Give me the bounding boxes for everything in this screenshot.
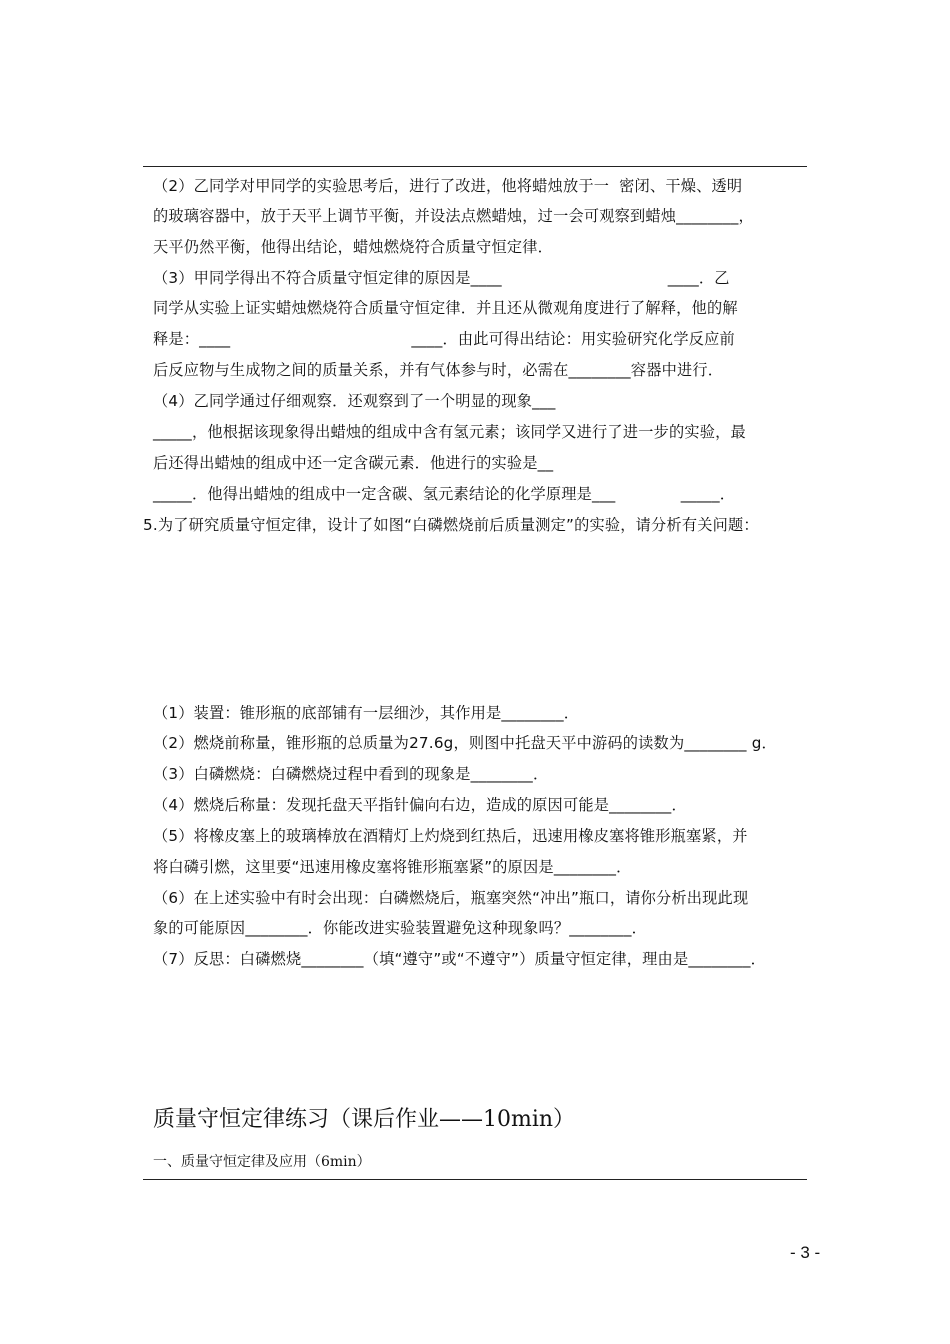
question-5-line: （1）装置：锥形瓶的底部铺有一层细沙，其作用是________． xyxy=(153,704,580,722)
section-subtitle: 一、质量守恒定律及应用（6min） xyxy=(153,1154,371,1170)
bottom-rule xyxy=(143,1179,807,1180)
question-5-line: （5）将橡皮塞上的玻璃棒放在酒精灯上灼烧到红热后，迅速用橡皮塞将锥形瓶塞紧，并 xyxy=(153,827,748,845)
question-5-line: （2）燃烧前称量，锥形瓶的总质量为27.6g，则图中托盘天平中游码的读数为________ g． xyxy=(153,734,777,752)
question-5-line: （3）白磷燃烧：白磷燃烧过程中看到的现象是________． xyxy=(153,765,549,783)
section-title: 质量守恒定律练习（课后作业——10min） xyxy=(153,1107,576,1132)
body-line: 后反应物与生成物之间的质量关系，并有气体参与时，必需在________容器中进行． xyxy=(153,361,724,379)
body-line: （4）乙同学通过仔细观察．还观察到了一个明显的现象___ xyxy=(153,392,556,410)
top-rule xyxy=(143,166,807,167)
body-line: _____．他得出蜡烛的组成中一定含碳、氢元素结论的化学原理是___ _____． xyxy=(153,485,736,503)
body-line: 的玻璃容器中，放于天平上调节平衡，并设法点燃蜡烛，过一会可观察到蜡烛________， xyxy=(153,207,754,225)
body-line: （3）甲同学得出不符合质量守恒定律的原因是____ ____．乙 xyxy=(153,269,730,287)
question-5-line: （4）燃烧后称量：发现托盘天平指针偏向右边，造成的原因可能是________． xyxy=(153,796,687,814)
body-line: 后还得出蜡烛的组成中还一定含碳元素．他进行的实验是__ xyxy=(153,454,554,472)
question-5-line: （6）在上述实验中有时会出现：白磷燃烧后，瓶塞突然“冲出”瓶口，请你分析出现此现 xyxy=(153,889,749,907)
body-line: 释是：____ ____．由此可得出结论：用实验研究化学反应前 xyxy=(153,330,735,348)
question-5-line: （7）反思：白磷燃烧________（填“遵守”或“不遵守”）质量守恒定律，理由是________． xyxy=(153,950,767,968)
page-number: - 3 - xyxy=(790,1243,821,1262)
question-5-intro: 5.为了研究质量守恒定律，设计了如图“白磷燃烧前后质量测定”的实验，请分析有关问题： xyxy=(143,516,759,534)
question-5-line: 象的可能原因________．你能改进实验装置避免这种现象吗？________． xyxy=(153,919,647,937)
body-line: 同学从实验上证实蜡烛燃烧符合质量守恒定律．并且还从微观角度进行了解释，他的解 xyxy=(153,299,738,317)
body-line: （2）乙同学对甲同学的实验思考后，进行了改进，他将蜡烛放于一 密闭、干燥、透明 xyxy=(153,177,743,195)
body-line: _____，他根据该现象得出蜡烛的组成中含有氢元素；该同学又进行了进一步的实验，最 xyxy=(153,423,746,441)
body-line: 天平仍然平衡，他得出结论，蜡烛燃烧符合质量守恒定律． xyxy=(153,238,554,256)
question-5-line: 将白磷引燃，这里要“迅速用橡皮塞将锥形瓶塞紧”的原因是________． xyxy=(153,858,632,876)
